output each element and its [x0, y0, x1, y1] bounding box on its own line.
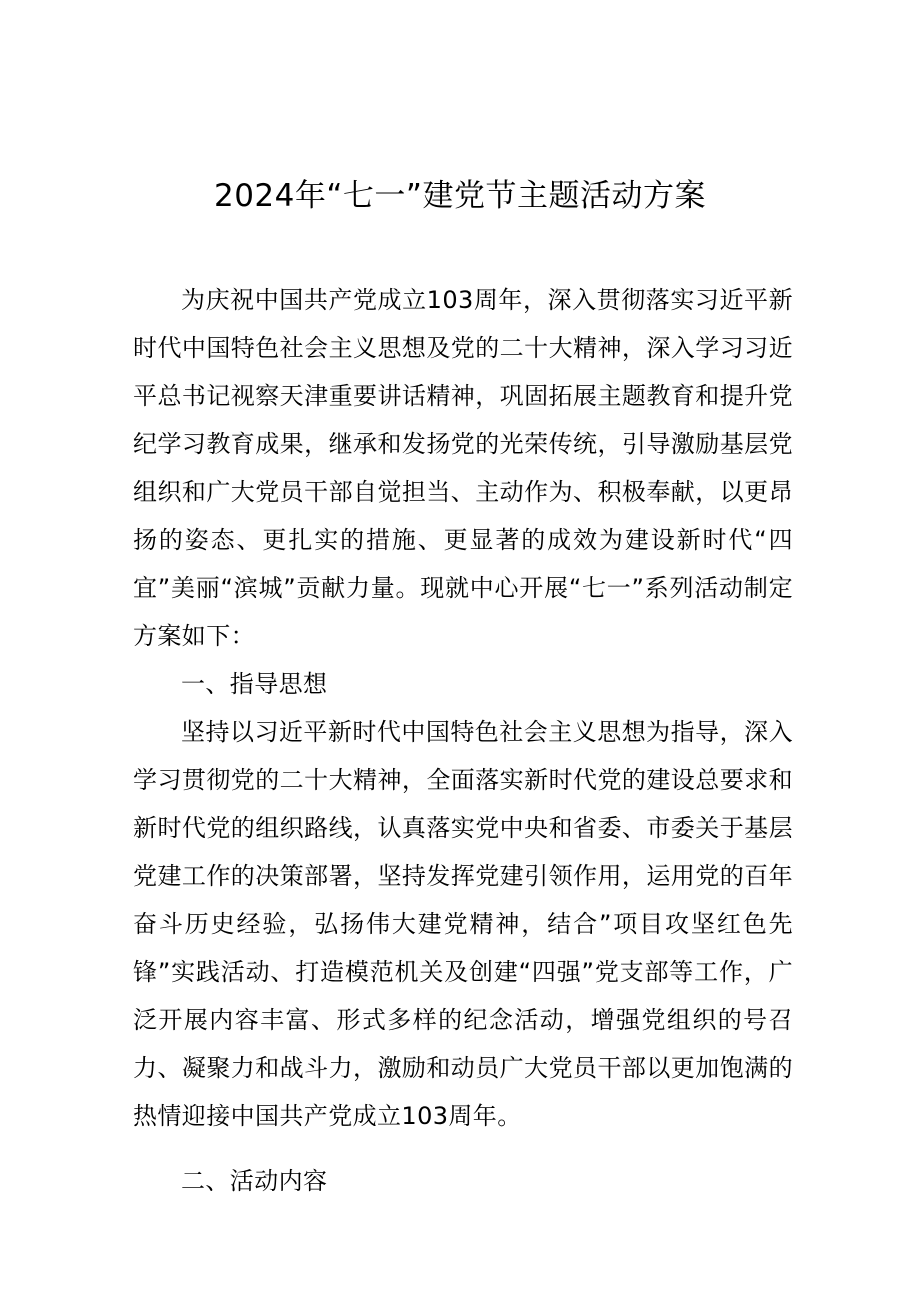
guiding-ideology-paragraph: 坚持以习近平新时代中国特色社会主义思想为指导，深入学习贯彻党的二十大精神，全面落实新时代党的建设总要求和新时代党的组织路线，认真落实党中央和省委、市委关于基层党建工作的决策部署，坚持发挥党建引领作用，运用党的百年奋斗历史经验，弘扬伟大建党精神，结合”项目攻坚红色先锋”实践活动、打造模范机关及创建“四强”党支部等工作，广泛开展内容丰富、形式多样的纪念活动，增强党组织的号召力、凝聚力和战斗力，激励和动员广大党员干部以更加饱满的热情迎接中国共产党成立103周年。	[133, 718, 793, 1130]
intro-paragraph: 为庆祝中国共产党成立103周年，深入贯彻落实习近平新时代中国特色社会主义思想及党的二十大精神，深入学习习近平总书记视察天津重要讲话精神，巩固拓展主题教育和提升党纪学习教育成果，继承和发扬党的光荣传统，引导激励基层党组织和广大党员干部自觉担当、主动作为、积极奉献，以更昂扬的姿态、更扎实的措施、更显著的成效为建设新时代“四宜”美丽“滨城”贡献力量。现就中心开展“七一”系列活动制定方案如下：	[133, 286, 793, 650]
document-title: 2024年“七一”建党节主题活动方案	[213, 178, 706, 214]
section-heading-activity-content: 二、活动内容	[181, 1167, 328, 1195]
document-body	[133, 276, 793, 1205]
section-heading-guiding-ideology: 一、指导思想	[181, 670, 328, 698]
